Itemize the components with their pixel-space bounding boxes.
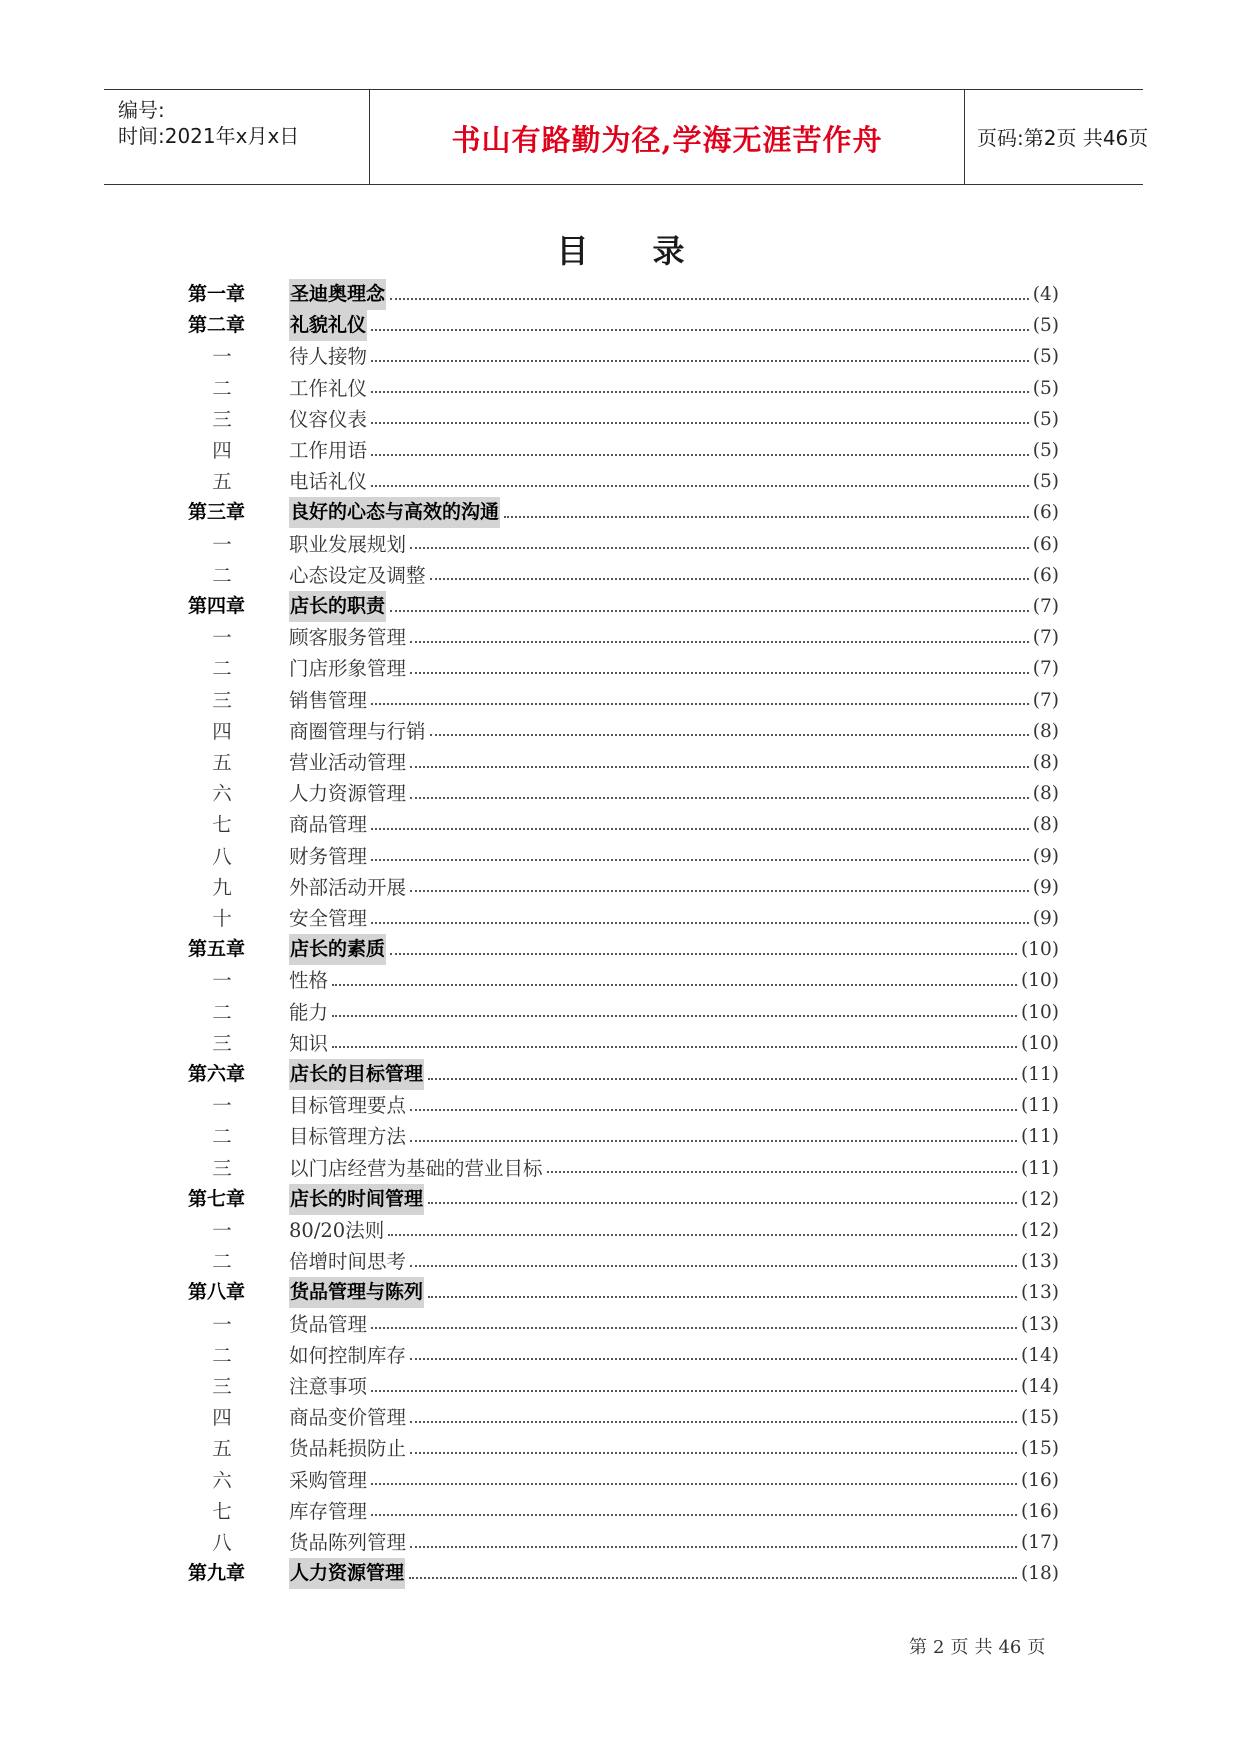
toc-dot-leader <box>428 1202 1017 1204</box>
toc-section-row[interactable] <box>0 341 1241 372</box>
toc-entry-number: 五 <box>212 751 232 774</box>
toc-entry-number: 一 <box>212 626 232 650</box>
toc-entry-number: 二 <box>212 563 232 587</box>
toc-chapter-row[interactable] <box>0 1277 1241 1308</box>
toc-entry-line <box>289 373 1059 404</box>
header-number-label: 编号: <box>118 98 165 122</box>
toc-entry-title: 库存管理 <box>289 1499 368 1523</box>
toc-entry-line <box>289 841 1059 872</box>
header-page-cell <box>965 90 1149 184</box>
toc-entry-number: 七 <box>212 813 232 837</box>
toc-dot-leader <box>410 890 1029 892</box>
toc-entry-line <box>289 997 1059 1028</box>
toc-entry-title: 知识 <box>289 1031 329 1055</box>
toc-entry-line <box>289 903 1059 934</box>
toc-entry-title: 顾客服务管理 <box>289 626 407 650</box>
toc-entry-title: 营业活动管理 <box>289 751 407 774</box>
toc-dot-leader <box>371 1514 1017 1516</box>
toc-entry-line <box>289 497 1059 528</box>
toc-entry-title: 工作礼仪 <box>289 376 368 400</box>
toc-chapter-row[interactable] <box>0 934 1241 965</box>
toc-section-row[interactable] <box>0 1215 1241 1246</box>
toc-dot-leader <box>410 1109 1017 1111</box>
toc-entry-title: 倍增时间思考 <box>289 1250 407 1274</box>
toc-entry-number: 二 <box>212 657 232 681</box>
toc-entry-line <box>289 466 1059 497</box>
toc-dot-leader <box>332 1046 1017 1048</box>
toc-entry-line <box>289 622 1059 653</box>
toc-dot-leader <box>332 1015 1017 1017</box>
toc-entry-number: 一 <box>212 1312 232 1336</box>
toc-entry-page: (13) <box>1021 1251 1059 1273</box>
toc-entry-line <box>289 778 1059 809</box>
toc-entry-line <box>289 1340 1059 1371</box>
toc-entry-title: 商圈管理与行销 <box>289 719 426 743</box>
toc-dot-leader <box>428 1078 1017 1080</box>
toc-entry-number: 二 <box>212 1125 232 1149</box>
toc-dot-leader <box>371 1390 1017 1392</box>
toc-entry-line <box>289 1121 1059 1152</box>
toc-section-row[interactable] <box>0 1153 1241 1184</box>
toc-entry-line <box>289 1277 1059 1308</box>
toc-section-row[interactable] <box>0 529 1241 560</box>
toc-entry-page: (9) <box>1032 908 1059 929</box>
toc-dot-leader <box>371 360 1029 362</box>
toc-section-row[interactable] <box>0 1340 1241 1371</box>
toc-entry-number: 第四章 <box>188 595 246 617</box>
toc-entry-title: 良好的心态与高效的沟通 <box>289 497 500 528</box>
toc-entry-page: (16) <box>1021 1469 1059 1491</box>
toc-entry-number: 八 <box>212 844 232 868</box>
toc-dot-leader <box>371 828 1029 830</box>
toc-entry-line <box>289 1558 1059 1589</box>
toc-entry-number: 三 <box>212 688 232 712</box>
toc-entry-title: 商品变价管理 <box>289 1406 407 1430</box>
toc-entry-page: (5) <box>1032 440 1059 461</box>
toc-entry-number: 一 <box>212 969 232 993</box>
toc-entry-title: 性格 <box>289 969 329 993</box>
toc-section-row[interactable] <box>0 778 1241 809</box>
toc-entry-page: (11) <box>1021 1126 1059 1148</box>
toc-entry-title: 仪容仪表 <box>289 407 368 431</box>
toc-dot-leader <box>410 766 1029 768</box>
toc-section-row[interactable] <box>0 404 1241 435</box>
toc-dot-leader <box>390 953 1017 955</box>
toc-entry-title: 电话礼仪 <box>289 470 368 494</box>
toc-dot-leader <box>371 703 1029 705</box>
toc-entry-line <box>289 1433 1059 1464</box>
toc-entry-page: (7) <box>1032 596 1059 617</box>
toc-entry-line <box>289 529 1059 560</box>
toc-entry-number: 三 <box>212 1375 232 1398</box>
toc-entry-number: 第九章 <box>188 1562 246 1585</box>
toc-entry-title: 心态设定及调整 <box>289 563 426 587</box>
toc-entry-page: (13) <box>1021 1282 1059 1304</box>
toc-entry-page: (5) <box>1032 408 1059 430</box>
toc-section-row[interactable] <box>0 1402 1241 1433</box>
toc-entry-title: 如何控制库存 <box>289 1343 407 1367</box>
toc-entry-page: (15) <box>1021 1438 1059 1460</box>
toc-entry-title: 注意事项 <box>289 1375 368 1398</box>
header-motto: 书山有路勤为径,学海无涯苦作舟 <box>451 123 883 157</box>
toc-entry-title: 店长的目标管理 <box>289 1059 424 1090</box>
toc-entry-title: 货品管理与陈列 <box>289 1277 424 1308</box>
toc-section-row[interactable] <box>0 716 1241 747</box>
footer-page-number: 2 <box>933 1637 945 1658</box>
toc-dot-leader <box>410 1265 1017 1267</box>
toc-entry-line <box>289 716 1059 747</box>
toc-entry-title: 人力资源管理 <box>289 782 407 806</box>
toc-entry-page: (11) <box>1021 1157 1059 1179</box>
toc-entry-page: (6) <box>1032 533 1059 555</box>
toc-section-row[interactable] <box>0 903 1241 934</box>
toc-entry-page: (7) <box>1032 658 1059 680</box>
toc-entry-number: 五 <box>212 1437 232 1461</box>
header-left-cell <box>104 90 370 184</box>
toc-entry-line <box>289 872 1059 903</box>
toc-entry-line <box>289 279 1059 310</box>
toc-entry-line <box>289 1059 1059 1090</box>
toc-dot-leader <box>371 485 1029 487</box>
toc-dot-leader <box>388 1234 1017 1236</box>
toc-entry-number: 三 <box>212 407 232 431</box>
toc-entry-line <box>289 1371 1059 1402</box>
toc-dot-leader <box>390 298 1029 300</box>
toc-dot-leader <box>371 454 1029 456</box>
toc-section-row[interactable] <box>0 653 1241 684</box>
footer-total-number: 46 <box>998 1637 1022 1658</box>
toc-section-row[interactable] <box>0 841 1241 872</box>
toc-dot-leader <box>430 578 1029 580</box>
toc-dot-leader <box>371 329 1029 331</box>
toc-dot-leader <box>410 672 1029 674</box>
header-page-label: 页码:第2页 共46页 <box>977 126 1149 150</box>
toc-entry-number: 八 <box>212 1531 232 1554</box>
toc-entry-page: (5) <box>1032 377 1059 399</box>
header-time-label: 时间:2021年x月x日 <box>118 124 300 148</box>
toc-title <box>0 226 1241 272</box>
toc-dot-leader <box>371 922 1029 924</box>
toc-entry-number: 二 <box>212 1000 232 1024</box>
toc-entry-line <box>289 591 1059 622</box>
toc-entry-page: (6) <box>1032 564 1059 586</box>
toc-entry-page: (10) <box>1021 1032 1059 1054</box>
toc-entry-page: (15) <box>1021 1407 1059 1429</box>
toc-section-row[interactable] <box>0 560 1241 591</box>
toc-section-row[interactable] <box>0 1121 1241 1152</box>
toc-entry-number: 三 <box>212 1156 232 1180</box>
toc-entry-page: (11) <box>1021 1064 1059 1085</box>
toc-chapter-row[interactable] <box>0 1059 1241 1090</box>
toc-chapter-row[interactable] <box>0 310 1241 341</box>
toc-entry-number: 三 <box>212 1031 232 1055</box>
toc-entry-page: (16) <box>1021 1500 1059 1522</box>
toc-section-row[interactable] <box>0 1371 1241 1402</box>
toc-entry-number: 第五章 <box>188 938 246 961</box>
toc-entry-line <box>289 341 1059 372</box>
toc-entry-title: 职业发展规划 <box>289 532 407 556</box>
toc-entry-title: 80/20法则 <box>289 1219 385 1242</box>
toc-entry-page: (10) <box>1021 970 1059 992</box>
toc-section-row[interactable] <box>0 1527 1241 1558</box>
toc-title-char-2: 录 <box>652 232 685 270</box>
toc-entry-number: 第六章 <box>188 1063 246 1085</box>
toc-section-row[interactable] <box>0 373 1241 404</box>
toc-dot-leader <box>390 610 1029 612</box>
toc-entry-number: 六 <box>212 1468 232 1492</box>
toc-chapter-row[interactable] <box>0 1184 1241 1215</box>
toc-entry-page: (7) <box>1032 689 1059 711</box>
footer-word-ye: 页 <box>950 1637 969 1658</box>
toc-dot-leader <box>409 1577 1017 1579</box>
toc-entry-line <box>289 1402 1059 1433</box>
page-header <box>104 89 1149 185</box>
toc-entry-number: 二 <box>212 1343 232 1367</box>
toc-entry-title: 店长的时间管理 <box>289 1184 424 1215</box>
toc-entry-page: (10) <box>1021 1001 1059 1023</box>
toc-dot-leader <box>371 1327 1017 1329</box>
toc-entry-page: (5) <box>1032 346 1059 368</box>
toc-section-row[interactable] <box>0 1309 1241 1340</box>
toc-entry-title: 店长的职责 <box>289 591 386 622</box>
toc-dot-leader <box>547 1171 1018 1173</box>
page-footer <box>906 1633 1048 1659</box>
toc-entry-title: 货品陈列管理 <box>289 1531 407 1554</box>
toc-entry-line <box>289 685 1059 716</box>
toc-dot-leader <box>410 1140 1017 1142</box>
toc-entry-page: (8) <box>1032 814 1059 836</box>
toc-entry-page: (18) <box>1021 1563 1059 1585</box>
toc-entry-number: 七 <box>212 1499 232 1523</box>
toc-section-row[interactable] <box>0 965 1241 996</box>
toc-entry-title: 销售管理 <box>289 688 368 712</box>
toc-title-char-1: 目 <box>556 232 589 270</box>
toc-section-row[interactable] <box>0 1496 1241 1527</box>
toc-dot-leader <box>332 984 1017 986</box>
toc-dot-leader <box>428 1296 1017 1298</box>
toc-entry-line <box>289 934 1059 965</box>
footer-word-page: 第 <box>909 1637 927 1658</box>
toc-section-row[interactable] <box>0 1465 1241 1496</box>
toc-section-row[interactable] <box>0 622 1241 653</box>
toc-section-row[interactable] <box>0 466 1241 497</box>
toc-dot-leader <box>410 1421 1017 1423</box>
toc-entry-title: 以门店经营为基础的营业目标 <box>289 1156 543 1180</box>
toc-entry-line <box>289 653 1059 684</box>
toc-chapter-row[interactable] <box>0 497 1241 528</box>
toc-dot-leader <box>504 516 1029 518</box>
toc-entry-title: 货品管理 <box>289 1312 368 1336</box>
toc-entry-page: (9) <box>1032 845 1059 867</box>
toc-dot-leader <box>410 1358 1017 1360</box>
toc-entry-title: 店长的素质 <box>289 934 386 965</box>
toc-chapter-row[interactable] <box>0 279 1241 310</box>
toc-entry-line <box>289 1496 1059 1527</box>
toc-entry-line <box>289 1028 1059 1059</box>
toc-entry-line <box>289 435 1059 466</box>
toc-section-row[interactable] <box>0 997 1241 1028</box>
toc-entry-page: (5) <box>1032 471 1059 493</box>
toc-entry-line <box>289 965 1059 996</box>
toc-entry-line <box>289 1184 1059 1215</box>
toc-entry-title: 采购管理 <box>289 1468 368 1492</box>
toc-dot-leader <box>410 547 1029 549</box>
toc-entry-number: 一 <box>212 1094 232 1118</box>
toc-entry-page: (10) <box>1021 939 1059 961</box>
toc-entry-line <box>289 560 1059 591</box>
toc-entry-page: (14) <box>1021 1376 1059 1397</box>
toc-section-row[interactable] <box>0 1246 1241 1277</box>
toc-entry-number: 一 <box>212 345 232 369</box>
toc-entry-line <box>289 1153 1059 1184</box>
toc-entry-title: 待人接物 <box>289 345 368 369</box>
toc-entry-line <box>289 1527 1059 1558</box>
toc-entry-line <box>289 747 1059 778</box>
toc-section-row[interactable] <box>0 809 1241 840</box>
toc-section-row[interactable] <box>0 1433 1241 1464</box>
toc-entry-title: 外部活动开展 <box>289 875 407 899</box>
toc-entry-number: 九 <box>212 875 232 899</box>
toc-entry-page: (9) <box>1032 876 1059 898</box>
toc-dot-leader <box>410 1452 1017 1454</box>
toc-section-row[interactable] <box>0 747 1241 778</box>
toc-section-row[interactable] <box>0 685 1241 716</box>
toc-dot-leader <box>410 797 1029 799</box>
toc-entry-page: (8) <box>1032 783 1059 805</box>
toc-dot-leader <box>430 734 1029 736</box>
toc-entry-number: 二 <box>212 1250 232 1274</box>
toc-entry-line <box>289 404 1059 435</box>
toc-dot-leader <box>371 391 1029 393</box>
toc-entry-line <box>289 310 1059 341</box>
toc-entry-title: 圣迪奥理念 <box>289 279 386 310</box>
toc-entry-number: 四 <box>212 719 232 743</box>
toc-entry-number: 一 <box>212 532 232 556</box>
toc-entry-title: 财务管理 <box>289 844 368 868</box>
toc-section-row[interactable] <box>0 1090 1241 1121</box>
toc-entry-number: 第二章 <box>188 314 246 337</box>
toc-chapter-row[interactable] <box>0 1558 1241 1589</box>
toc-entry-title: 人力资源管理 <box>289 1558 405 1589</box>
toc-entry-number: 二 <box>212 376 232 400</box>
toc-entry-title: 货品耗损防止 <box>289 1437 407 1461</box>
toc-entry-page: (11) <box>1021 1095 1059 1117</box>
toc-entry-line <box>289 1215 1059 1246</box>
toc-entry-number: 十 <box>212 907 232 930</box>
toc-entry-page: (8) <box>1032 752 1059 773</box>
toc-entry-title: 商品管理 <box>289 813 368 837</box>
toc-entry-page: (7) <box>1032 627 1059 649</box>
toc-entry-page: (5) <box>1032 315 1059 337</box>
toc-entry-page: (4) <box>1032 284 1059 305</box>
toc-entry-number: 第八章 <box>188 1281 246 1304</box>
toc-entry-line <box>289 1309 1059 1340</box>
toc-entry-page: (13) <box>1021 1313 1059 1335</box>
toc-entry-title: 安全管理 <box>289 907 368 930</box>
toc-entry-line <box>289 1465 1059 1496</box>
toc-entry-title: 能力 <box>289 1000 329 1024</box>
toc-entry-title: 门店形象管理 <box>289 657 407 681</box>
footer-word-ye-2: 页 <box>1027 1637 1046 1658</box>
toc-entry-number: 五 <box>212 470 232 494</box>
toc-entry-page: (6) <box>1032 502 1059 524</box>
toc-entry-line <box>289 1246 1059 1277</box>
toc-chapter-row[interactable] <box>0 591 1241 622</box>
toc-entry-number: 一 <box>212 1219 232 1242</box>
toc-entry-page: (14) <box>1021 1344 1059 1366</box>
toc-dot-leader <box>371 422 1029 424</box>
toc-section-row[interactable] <box>0 872 1241 903</box>
toc-dot-leader <box>371 859 1029 861</box>
toc-entry-title: 目标管理要点 <box>289 1094 407 1118</box>
toc-entry-number: 第三章 <box>188 501 246 524</box>
toc-entry-title: 目标管理方法 <box>289 1125 407 1149</box>
toc-entry-page: (12) <box>1021 1220 1059 1241</box>
toc-entry-number: 四 <box>212 1406 232 1430</box>
toc-entry-page: (12) <box>1021 1188 1059 1210</box>
toc-entry-title: 礼貌礼仪 <box>289 310 367 341</box>
footer-word-total: 共 <box>974 1637 993 1658</box>
toc-entry-line <box>289 1090 1059 1121</box>
toc-entry-page: (8) <box>1032 720 1059 742</box>
toc-entry-line <box>289 809 1059 840</box>
toc-entry-page: (17) <box>1021 1532 1059 1553</box>
toc-entry-title: 工作用语 <box>289 439 368 462</box>
toc-entry-number: 第一章 <box>188 283 246 305</box>
toc-entry-number: 第七章 <box>188 1187 246 1210</box>
header-motto-cell <box>370 90 965 184</box>
toc-entry-number: 四 <box>212 439 232 462</box>
toc-dot-leader <box>371 1483 1017 1485</box>
toc-entry-number: 六 <box>212 782 232 806</box>
toc-section-row[interactable] <box>0 1028 1241 1059</box>
toc-section-row[interactable] <box>0 435 1241 466</box>
toc-dot-leader <box>410 641 1029 643</box>
toc-dot-leader <box>410 1546 1017 1548</box>
